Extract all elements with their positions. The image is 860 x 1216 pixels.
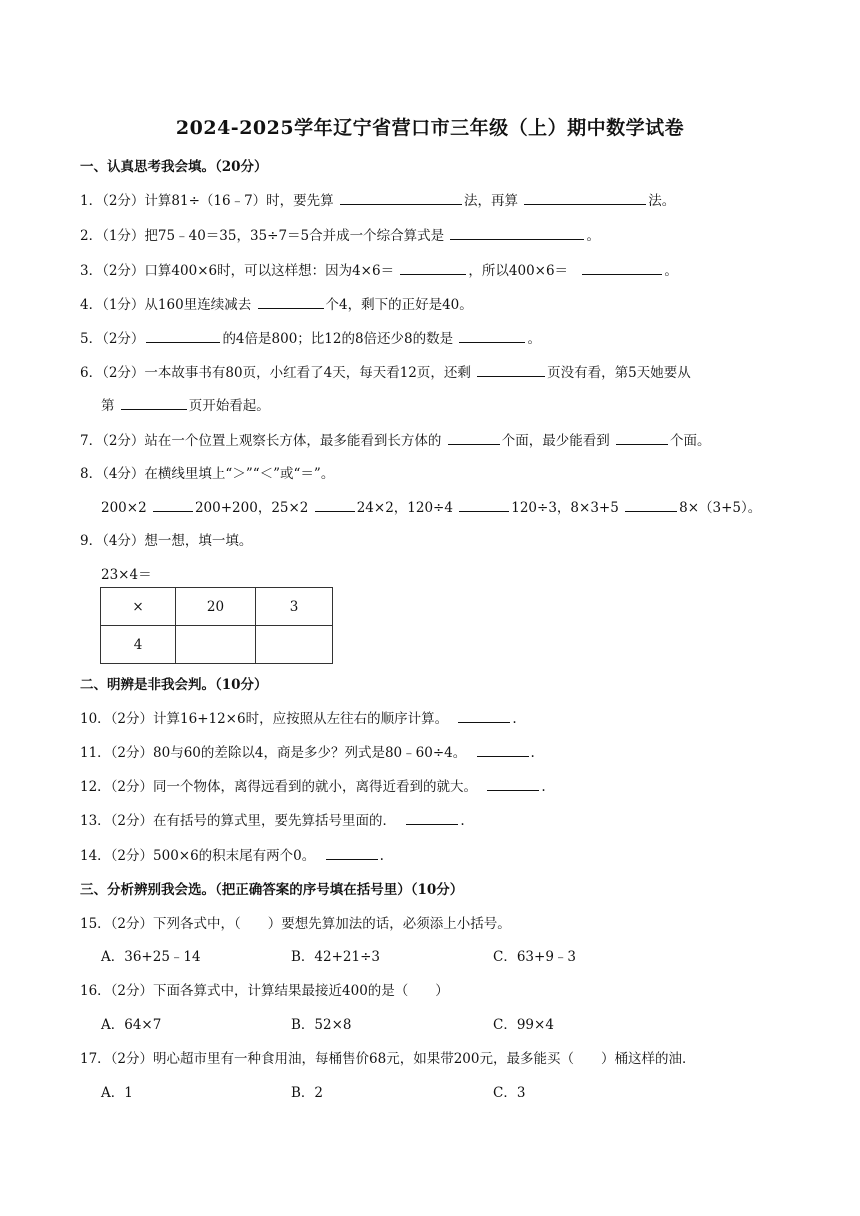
- q5-blank-2[interactable]: [459, 328, 525, 343]
- q7-text-b: 个面，最少能看到: [501, 433, 610, 449]
- q5-text-a: 5．（2分）: [80, 331, 145, 347]
- question-3: [80, 259, 678, 279]
- q13-blank[interactable]: [406, 810, 458, 825]
- q17-option-b[interactable]: B．2: [291, 1085, 324, 1101]
- q12-blank[interactable]: [487, 776, 539, 791]
- q11-blank[interactable]: [477, 742, 529, 757]
- q15-option-a[interactable]: A．36+25﹣14: [101, 949, 201, 965]
- q14-blank[interactable]: [326, 845, 378, 860]
- q9-text-a: 9．（4分）想一想，填一填。: [80, 533, 253, 549]
- section-1-heading: 一、认真思考我会填。（20分）: [80, 159, 268, 175]
- q10-text-b: .: [512, 711, 517, 727]
- q14-text-a: 14．（2分）500×6的积末尾有两个0。: [80, 848, 316, 864]
- q8-expr-4: 120÷3，8×3+5: [511, 500, 619, 516]
- q12-text-b: .: [541, 779, 546, 795]
- q3-text-a: 3．（2分）口算400×6时，可以这样想：因为4×6＝: [80, 263, 395, 279]
- table-cell: ×: [101, 588, 176, 626]
- q17-option-a[interactable]: A．1: [101, 1085, 133, 1101]
- q6-text-d: 页开始看起。: [188, 398, 270, 414]
- q15-option-b[interactable]: B．42+21÷3: [291, 949, 380, 965]
- q16-option-a[interactable]: A．64×7: [101, 1017, 162, 1033]
- q6-text-b: 页没有看，第5天她要从: [547, 365, 691, 381]
- table-cell: 3: [256, 588, 333, 626]
- multiplication-table: [100, 587, 333, 664]
- q3-text-c: 。: [664, 263, 678, 279]
- q8-blank-4[interactable]: [625, 497, 677, 512]
- question-7: [80, 429, 711, 449]
- q1-blank-1[interactable]: [340, 190, 462, 205]
- q13-text-a: 13．（2分）在有括号的算式里，要先算括号里面的．: [80, 813, 397, 829]
- question-13: [80, 809, 465, 829]
- question-8-expressions: [101, 496, 761, 516]
- q11-text-a: 11．（2分）80与60的差除以4，商是多少？列式是80﹣60÷4。: [80, 745, 467, 761]
- q2-text-b: 。: [586, 228, 600, 244]
- question-11: [80, 741, 535, 761]
- q4-blank-1[interactable]: [258, 294, 324, 309]
- q8-expr-1: 200×2: [101, 500, 147, 516]
- q8-blank-2[interactable]: [315, 497, 355, 512]
- q8-expr-5: 8×（3+5）。: [679, 500, 762, 516]
- q2-text-a: 2．（1分）把75﹣40＝35，35÷7＝5合并成一个综合算式是: [80, 228, 445, 244]
- exam-title: 2024-2025学年辽宁省营口市三年级（上）期中数学试卷: [175, 117, 685, 139]
- question-5: [80, 327, 541, 347]
- question-17: 17．（2分）明心超市里有一种食用油，每桶售价68元，如果带200元，最多能买（ ）桶这样的油．: [80, 1051, 696, 1067]
- q16-option-c[interactable]: C．99×4: [493, 1017, 554, 1033]
- q12-text-a: 12．（2分）同一个物体，离得远看到的就小，离得近看到的就大。: [80, 779, 478, 795]
- question-4: [80, 293, 473, 313]
- table-cell: 20: [176, 588, 256, 626]
- question-12: [80, 775, 546, 795]
- q6-blank-1[interactable]: [477, 362, 545, 377]
- section-3-heading: 三、分析辨别我会选。（把正确答案的序号填在括号里）（10分）: [80, 882, 464, 898]
- question-9: [80, 529, 252, 549]
- q10-blank[interactable]: [458, 708, 510, 723]
- question-2: [80, 224, 600, 244]
- q8-expr-3: 24×2，120÷4: [356, 500, 453, 516]
- q7-text-a: 7．（2分）站在一个位置上观察长方体，最多能看到长方体的: [80, 433, 442, 449]
- table-row: [101, 626, 333, 664]
- q11-text-b: .: [530, 745, 535, 761]
- q9-expression: 23×4＝: [101, 567, 152, 583]
- q15-option-c[interactable]: C．63+9﹣3: [493, 949, 576, 965]
- section-2-heading: 二、明辨是非我会判。（10分）: [80, 677, 268, 693]
- question-1: [80, 189, 675, 209]
- table-answer-cell[interactable]: [256, 626, 333, 664]
- q7-blank-2[interactable]: [616, 430, 668, 445]
- q5-text-c: 。: [527, 331, 541, 347]
- q5-blank-1[interactable]: [146, 328, 220, 343]
- question-6-line-2: [101, 394, 270, 414]
- q4-text-a: 4．（1分）从160里连续减去: [80, 297, 252, 313]
- question-14: [80, 844, 384, 864]
- table-answer-cell[interactable]: [176, 626, 256, 664]
- question-8: [80, 462, 334, 482]
- q6-text-a: 6．（2分）一本故事书有80页，小红看了4天，每天看12页，还剩: [80, 365, 471, 381]
- q17-option-c[interactable]: C．3: [493, 1085, 526, 1101]
- q3-text-b: ，所以400×6＝: [468, 263, 569, 279]
- question-6-line-1: [80, 361, 691, 381]
- q1-blank-2[interactable]: [524, 190, 646, 205]
- q7-text-c: 个面。: [670, 433, 711, 449]
- q8-text-a: 8．（4分）在横线里填上“＞”“＜”或“＝”。: [80, 466, 335, 482]
- q1-text-c: 法。: [648, 193, 676, 209]
- q8-blank-3[interactable]: [459, 497, 509, 512]
- q6-text-c: 第: [101, 398, 115, 414]
- q3-blank-2[interactable]: [582, 260, 662, 275]
- q13-text-b: .: [460, 813, 465, 829]
- q7-blank-1[interactable]: [448, 430, 500, 445]
- table-cell: 4: [101, 626, 176, 664]
- question-15: 15．（2分）下列各式中，（ ）要想先算加法的话，必须添上小括号。: [80, 916, 511, 932]
- question-10: [80, 707, 517, 727]
- q14-text-b: .: [379, 848, 384, 864]
- q1-text-a: 1．（2分）计算81÷（16﹣7）时，要先算: [80, 193, 334, 209]
- q2-blank-1[interactable]: [450, 225, 584, 240]
- table-row: [101, 588, 333, 626]
- q3-blank-1[interactable]: [400, 260, 466, 275]
- q4-text-b: 个4，剩下的正好是40。: [325, 297, 473, 313]
- q8-expr-2: 200+200，25×2: [194, 500, 309, 516]
- q8-blank-1[interactable]: [153, 497, 193, 512]
- question-16: 16．（2分）下面各算式中，计算结果最接近400的是（ ）: [80, 983, 449, 999]
- q5-text-b: 的4倍是800；比12的8倍还少8的数是: [222, 331, 454, 347]
- q16-option-b[interactable]: B．52×8: [291, 1017, 352, 1033]
- q10-text-a: 10．（2分）计算16+12×6时，应按照从左往右的顺序计算。: [80, 711, 449, 727]
- q1-text-b: 法，再算: [463, 193, 518, 209]
- q6-blank-2[interactable]: [121, 395, 187, 410]
